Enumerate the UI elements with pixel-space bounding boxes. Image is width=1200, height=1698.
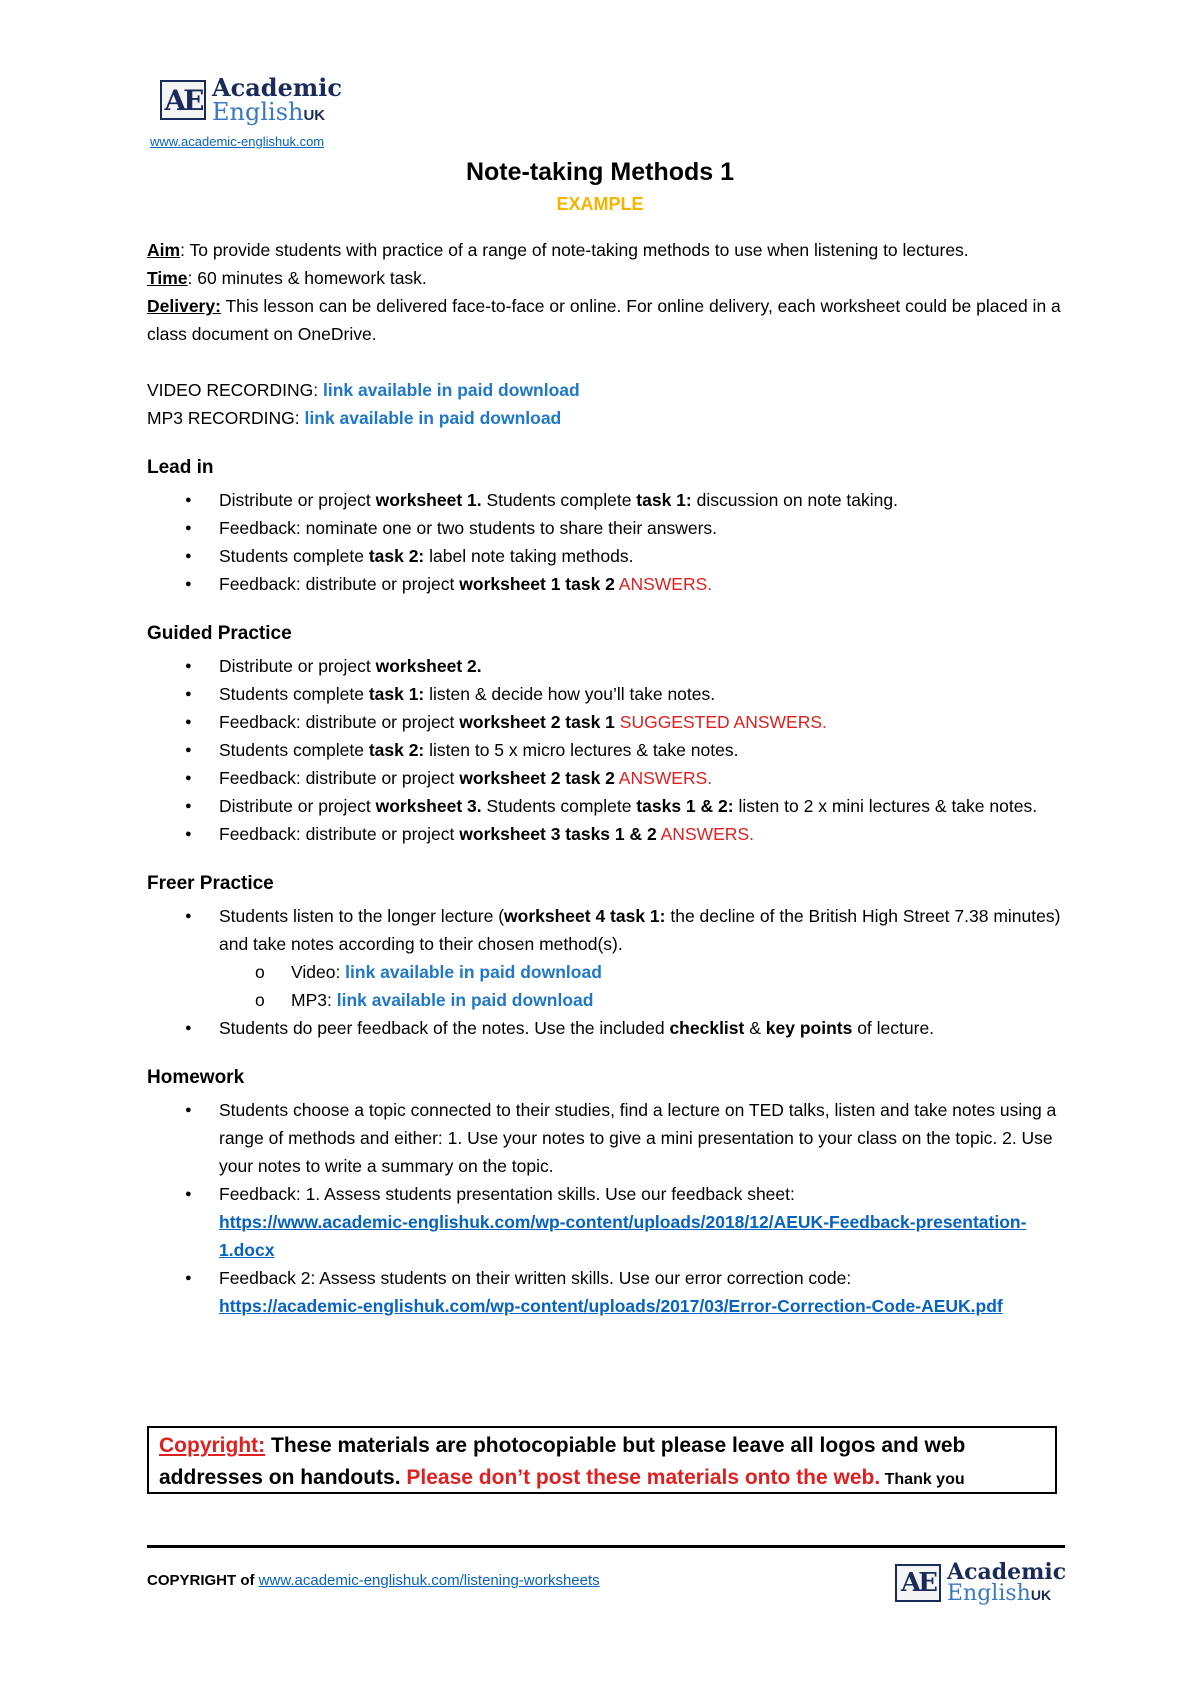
lesson-content — [147, 236, 1067, 1320]
site-link[interactable]: www.academic-englishuk.com — [150, 134, 325, 149]
list-item: ● Students choose a topic connected to their studies, find a lecture on TED talks, listen and take notes using a range of methods and either: 1. Use your notes to give a mini presentation to your class on the topic. 2. Use your notes to write a summary on the topic. — [219, 1096, 1067, 1180]
footer: COPYRIGHT of www.academic-englishuk.com/listening-worksheets — [147, 1572, 600, 1589]
mp3-download-link[interactable]: link available in paid download — [336, 990, 594, 1010]
list-item: ● Distribute or project worksheet 2. — [219, 652, 1067, 680]
feedback-sheet-link[interactable]: https://www.academic-englishuk.com/wp-content/uploads/2018/12/AEUK-Feedback-presentation-1.docx — [219, 1212, 1027, 1260]
footer-divider — [147, 1545, 1065, 1548]
list-item: ● Students listen to the longer lecture (worksheet 4 task 1: the decline of the British High Street 7.38 minutes) and take notes according to their chosen method(s). o Video: link available in paid download o MP3: link available in paid download — [219, 902, 1067, 1014]
list-item: ● Feedback: distribute or project worksheet 1 task 2 ANSWERS. — [219, 570, 1067, 598]
list-item: ● Students complete task 1: listen & decide how you’ll take notes. — [219, 680, 1067, 708]
homework-heading: Homework — [147, 1067, 245, 1088]
copyright-warning: Please don’t post these materials onto the web. — [406, 1466, 881, 1489]
freer-practice-sublist — [219, 958, 1067, 1014]
homework-list — [147, 1096, 1067, 1320]
list-item: ● Feedback: nominate one or two students to share their answers. — [219, 514, 1067, 542]
mp3-recording-line: MP3 RECORDING: link available in paid download — [147, 408, 562, 428]
error-correction-code-link[interactable]: https://academic-englishuk.com/wp-content/uploads/2017/03/Error-Correction-Code-AEUK.pdf — [219, 1296, 1003, 1316]
list-item: ● Distribute or project worksheet 1. Students complete task 1: discussion on note taking. — [219, 486, 1067, 514]
list-item: ● Feedback: distribute or project worksheet 2 task 1 SUGGESTED ANSWERS. — [219, 708, 1067, 736]
logo-line1: Academic — [212, 73, 342, 102]
list-item: o MP3: link available in paid download — [291, 986, 1067, 1014]
ae-logo-mark: AE — [895, 1564, 941, 1602]
list-item: ● Feedback: 1. Assess students presentation skills. Use our feedback sheet: https://www.academic-englishuk.com/wp-content/uploads/2018/12/AEUK-Feedback-presentation-1.docx — [219, 1180, 1067, 1264]
footer-link[interactable]: www.academic-englishuk.com/listening-worksheets — [258, 1572, 600, 1589]
freer-practice-heading: Freer Practice — [147, 873, 274, 894]
list-item: ● Students complete task 2: listen to 5 x micro lectures & take notes. — [219, 736, 1067, 764]
aim-line: Aim: To provide students with practice of a range of note-taking methods to use when listening to lectures. — [147, 240, 969, 260]
academic-english-uk-logo — [160, 73, 342, 126]
video-recording-link[interactable]: link available in paid download — [323, 380, 580, 400]
time-line: Time: 60 minutes & homework task. — [147, 268, 427, 288]
page-title: Note-taking Methods 1 — [465, 158, 735, 186]
list-item: ● Students do peer feedback of the notes. Use the included checklist & key points of lecture. — [219, 1014, 1067, 1042]
academic-english-uk-footer-logo: AE Academic EnglishUK — [895, 1561, 1066, 1605]
video-recording-line: VIDEO RECORDING: link available in paid download — [147, 380, 580, 400]
list-item: o Video: link available in paid download — [291, 958, 1067, 986]
list-item: ● Feedback 2: Assess students on their written skills. Use our error correction code: https://academic-englishuk.com/wp-content/uploads/2017/03/Error-Correction-Code-AEUK.pdf — [219, 1264, 1067, 1320]
guided-practice-heading: Guided Practice — [147, 623, 292, 644]
lead-in-list — [147, 486, 1067, 598]
video-download-link[interactable]: link available in paid download — [345, 962, 602, 982]
copyright-notice-box: Copyright: These materials are photocopiable but please leave all logos and web addresses on handouts. Please don’t post these materials onto the web. Thank you — [147, 1426, 1057, 1494]
list-item: ● Feedback: distribute or project worksheet 2 task 2 ANSWERS. — [219, 764, 1067, 792]
list-item: ● Distribute or project worksheet 3. Students complete tasks 1 & 2: listen to 2 x mini lectures & take notes. — [219, 792, 1067, 820]
logo-line2: English — [212, 98, 304, 126]
guided-practice-list — [147, 652, 1067, 848]
list-item: ● Students complete task 2: label note taking methods. — [219, 542, 1067, 570]
page-subtitle: EXAMPLE — [556, 194, 644, 214]
copyright-label: Copyright: — [159, 1434, 266, 1457]
delivery-line: Delivery: This lesson can be delivered face-to-face or online. For online delivery, each worksheet could be placed in a class document on OneDrive. — [147, 296, 1061, 344]
ae-logo-mark: AE — [160, 80, 206, 120]
list-item: ● Feedback: distribute or project worksheet 3 tasks 1 & 2 ANSWERS. — [219, 820, 1067, 848]
mp3-recording-link[interactable]: link available in paid download — [304, 408, 562, 428]
logo-suffix: UK — [303, 107, 326, 124]
lead-in-heading: Lead in — [147, 457, 214, 478]
freer-practice-list — [147, 902, 1067, 1042]
